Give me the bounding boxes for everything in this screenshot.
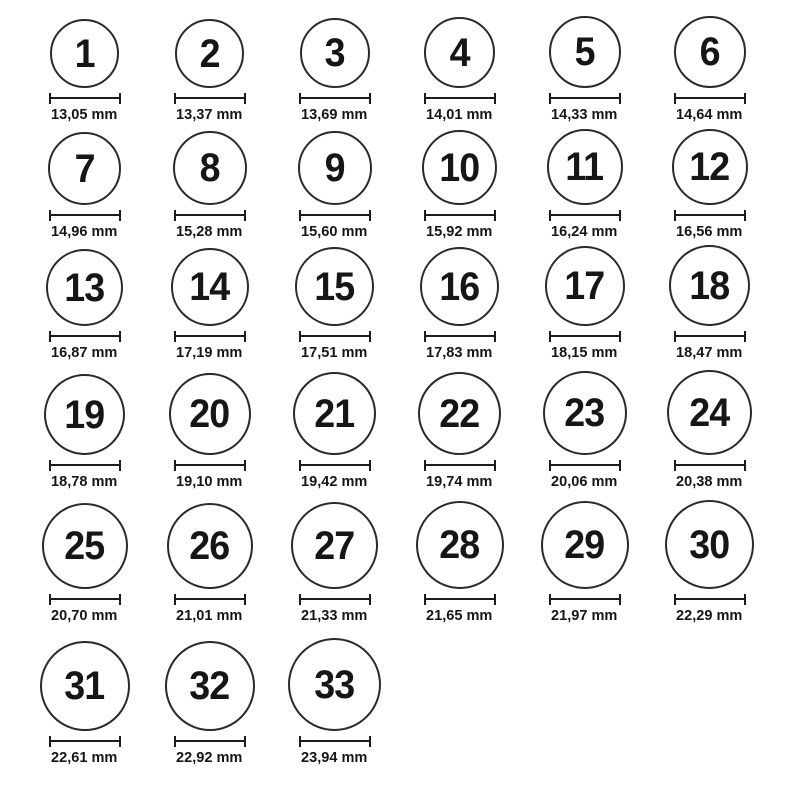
diameter-measure-line xyxy=(674,210,746,221)
ring-circle xyxy=(422,130,497,205)
diameter-label: 19,10 mm xyxy=(176,473,243,490)
diameter-measure-line xyxy=(424,210,496,221)
diameter-label: 18,47 mm xyxy=(676,344,743,361)
diameter-measure-line xyxy=(674,594,746,605)
diameter-label: 15,92 mm xyxy=(426,223,493,240)
ring-size-number: 6 xyxy=(699,30,720,74)
diameter-label: 19,42 mm xyxy=(301,473,368,490)
ring-size-number: 26 xyxy=(189,524,230,568)
ring-size-number: 9 xyxy=(324,146,345,190)
ring-size-cell xyxy=(647,126,772,243)
ring-size-number: 22 xyxy=(439,391,480,436)
ring-size-number: 13 xyxy=(64,265,105,310)
diameter-measure-line xyxy=(49,460,121,471)
diameter-measure-line xyxy=(49,331,121,342)
ring-circle xyxy=(165,641,255,731)
diameter-label: 18,15 mm xyxy=(551,344,618,361)
ring-size-cell xyxy=(147,364,272,493)
ring-circle xyxy=(541,501,629,589)
ring-size-number: 14 xyxy=(189,265,230,309)
ring-size-number: 2 xyxy=(199,31,220,76)
ring-size-cell xyxy=(522,364,647,493)
diameter-measure-line xyxy=(549,210,621,221)
ring-size-number: 23 xyxy=(564,391,605,435)
ring-size-cell xyxy=(647,243,772,364)
ring-size-cell xyxy=(272,126,397,243)
diameter-label: 17,51 mm xyxy=(301,344,368,361)
ring-size-cell xyxy=(147,493,272,627)
ring-size-cell xyxy=(22,0,147,126)
diameter-label: 16,87 mm xyxy=(51,344,118,361)
diameter-label: 14,64 mm xyxy=(676,106,743,123)
ring-size-number: 1 xyxy=(74,31,95,76)
diameter-measure-line xyxy=(424,331,496,342)
diameter-measure-line xyxy=(674,460,746,471)
diameter-measure-line xyxy=(299,736,371,747)
ring-size-number: 3 xyxy=(324,31,345,75)
diameter-measure-line xyxy=(674,331,746,342)
ring-size-cell xyxy=(647,0,772,126)
ring-circle xyxy=(42,503,128,589)
ring-circle xyxy=(418,372,501,455)
ring-size-cell xyxy=(272,493,397,627)
ring-circle xyxy=(543,371,627,455)
diameter-measure-line xyxy=(424,594,496,605)
ring-size-cell xyxy=(397,126,522,243)
ring-size-number: 19 xyxy=(64,392,105,437)
diameter-measure-line xyxy=(549,460,621,471)
diameter-label: 22,29 mm xyxy=(676,607,743,624)
diameter-measure-line xyxy=(549,594,621,605)
diameter-label: 21,33 mm xyxy=(301,607,368,624)
diameter-measure-line xyxy=(49,736,121,747)
ring-circle xyxy=(669,245,750,326)
ring-size-number: 10 xyxy=(439,145,480,190)
ring-circle xyxy=(44,374,125,455)
diameter-measure-line xyxy=(174,460,246,471)
diameter-measure-line xyxy=(674,93,746,104)
ring-circle xyxy=(298,131,372,205)
diameter-label: 20,38 mm xyxy=(676,473,743,490)
ring-size-number: 4 xyxy=(449,30,470,75)
diameter-label: 19,74 mm xyxy=(426,473,493,490)
ring-size-number: 25 xyxy=(64,524,105,568)
diameter-label: 21,65 mm xyxy=(426,607,493,624)
diameter-label: 20,06 mm xyxy=(551,473,618,490)
diameter-measure-line xyxy=(174,93,246,104)
diameter-label: 15,28 mm xyxy=(176,223,243,240)
ring-circle xyxy=(416,501,504,589)
diameter-measure-line xyxy=(299,93,371,104)
ring-size-number: 15 xyxy=(314,264,355,309)
diameter-measure-line xyxy=(174,210,246,221)
diameter-measure-line xyxy=(299,460,371,471)
diameter-label: 14,01 mm xyxy=(426,106,493,123)
diameter-label: 13,05 mm xyxy=(51,106,118,123)
diameter-label: 21,01 mm xyxy=(176,607,243,624)
ring-circle xyxy=(674,16,746,88)
ring-size-cell xyxy=(647,364,772,493)
ring-size-cell xyxy=(522,126,647,243)
diameter-measure-line xyxy=(549,93,621,104)
ring-size-cell xyxy=(522,0,647,126)
ring-size-cell xyxy=(22,243,147,364)
diameter-label: 16,56 mm xyxy=(676,223,743,240)
ring-circle xyxy=(173,131,247,205)
diameter-label: 13,69 mm xyxy=(301,106,368,123)
diameter-measure-line xyxy=(299,331,371,342)
ring-size-number: 27 xyxy=(314,523,355,568)
ring-size-cell xyxy=(22,627,147,769)
diameter-measure-line xyxy=(174,331,246,342)
ring-circle xyxy=(295,247,374,326)
diameter-label: 22,92 mm xyxy=(176,749,243,766)
ring-size-cell xyxy=(397,364,522,493)
diameter-label: 14,33 mm xyxy=(551,106,618,123)
ring-size-cell xyxy=(272,627,397,769)
ring-size-number: 5 xyxy=(574,30,595,74)
ring-circle xyxy=(293,372,376,455)
ring-size-number: 11 xyxy=(565,145,604,189)
diameter-measure-line xyxy=(174,736,246,747)
ring-size-number: 7 xyxy=(74,146,95,191)
ring-circle xyxy=(50,19,119,88)
diameter-measure-line xyxy=(424,93,496,104)
ring-size-cell xyxy=(147,126,272,243)
ring-circle xyxy=(48,132,121,205)
ring-size-cell xyxy=(22,493,147,627)
diameter-measure-line xyxy=(549,331,621,342)
ring-circle xyxy=(665,500,754,589)
ring-circle xyxy=(424,17,495,88)
ring-size-cell xyxy=(147,0,272,126)
diameter-label: 22,61 mm xyxy=(51,749,118,766)
ring-size-number: 17 xyxy=(564,264,605,308)
ring-size-number: 29 xyxy=(564,523,605,567)
diameter-measure-line xyxy=(49,594,121,605)
ring-size-cell xyxy=(397,493,522,627)
ring-circle xyxy=(46,249,123,326)
diameter-label: 23,94 mm xyxy=(301,749,368,766)
diameter-label: 20,70 mm xyxy=(51,607,118,624)
diameter-label: 13,37 mm xyxy=(176,106,243,123)
ring-circle xyxy=(549,16,621,88)
ring-circle xyxy=(291,502,378,589)
ring-size-cell xyxy=(22,126,147,243)
ring-circle xyxy=(169,373,251,455)
ring-size-number: 28 xyxy=(439,523,480,567)
ring-circle xyxy=(167,503,253,589)
diameter-measure-line xyxy=(49,93,121,104)
ring-size-number: 24 xyxy=(689,390,730,435)
diameter-label: 15,60 mm xyxy=(301,223,368,240)
ring-circle xyxy=(545,246,625,326)
ring-circle xyxy=(300,18,370,88)
ring-circle xyxy=(171,248,249,326)
diameter-label: 14,96 mm xyxy=(51,223,118,240)
ring-size-cell xyxy=(272,364,397,493)
diameter-label: 18,78 mm xyxy=(51,473,118,490)
ring-size-cell xyxy=(522,493,647,627)
ring-size-cell xyxy=(647,493,772,627)
ring-size-grid xyxy=(22,0,800,769)
ring-size-cell xyxy=(272,0,397,126)
ring-size-number: 30 xyxy=(689,522,730,567)
ring-circle xyxy=(547,129,623,205)
ring-size-number: 31 xyxy=(64,664,105,708)
ring-size-number: 32 xyxy=(189,664,230,708)
diameter-measure-line xyxy=(299,594,371,605)
diameter-label: 17,83 mm xyxy=(426,344,493,361)
ring-circle xyxy=(288,638,381,731)
diameter-label: 16,24 mm xyxy=(551,223,618,240)
ring-size-number: 8 xyxy=(199,146,220,190)
ring-circle xyxy=(420,247,499,326)
ring-size-number: 16 xyxy=(439,264,480,309)
ring-size-cell xyxy=(22,364,147,493)
diameter-measure-line xyxy=(174,594,246,605)
ring-size-number: 12 xyxy=(689,145,730,189)
ring-size-number: 20 xyxy=(189,392,230,436)
diameter-label: 21,97 mm xyxy=(551,607,618,624)
ring-size-cell xyxy=(522,243,647,364)
diameter-label: 17,19 mm xyxy=(176,344,243,361)
diameter-measure-line xyxy=(299,210,371,221)
ring-size-cell xyxy=(147,243,272,364)
diameter-measure-line xyxy=(424,460,496,471)
ring-size-number: 18 xyxy=(689,263,730,308)
ring-size-cell xyxy=(147,627,272,769)
ring-circle xyxy=(40,641,130,731)
ring-size-cell xyxy=(397,243,522,364)
diameter-measure-line xyxy=(49,210,121,221)
ring-size-number: 33 xyxy=(314,662,355,707)
ring-circle xyxy=(175,19,244,88)
ring-circle xyxy=(667,370,752,455)
ring-size-cell xyxy=(397,0,522,126)
ring-size-cell xyxy=(272,243,397,364)
ring-size-number: 21 xyxy=(314,391,355,436)
ring-circle xyxy=(672,129,748,205)
